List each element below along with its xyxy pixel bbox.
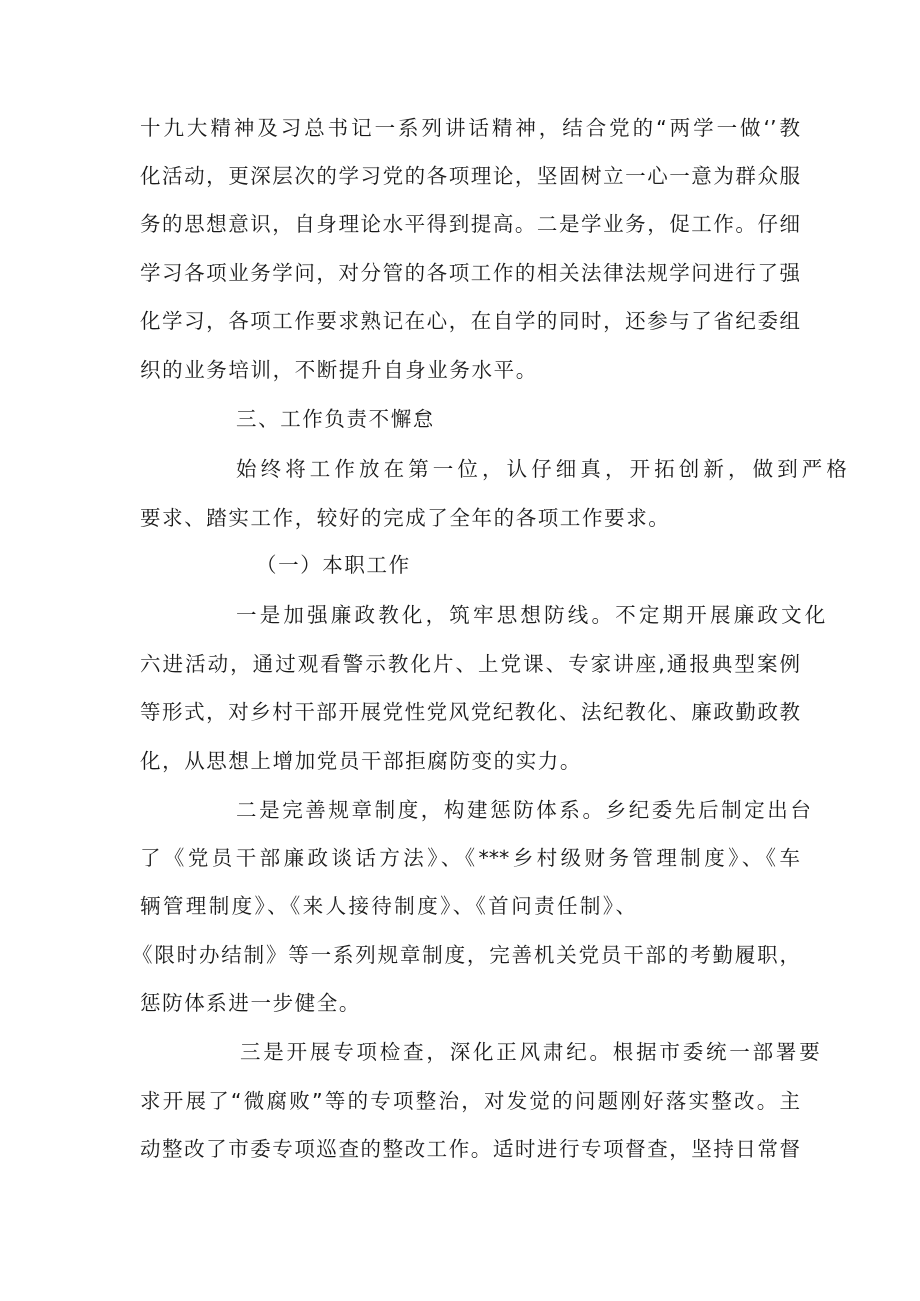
- body-line: 一是加强廉政教化，筑牢思想防线。不定期开展廉政文化: [236, 603, 829, 627]
- body-line: 三是开展专项检查，深化正风肃纪。根据市委统一部署要: [240, 1040, 823, 1064]
- body-line: 辆管理制度》、《来人接待制度》、《首问责任制》、: [140, 894, 639, 918]
- body-line: 学习各项业务学问，对分管的各项工作的相关法律法规学问进行了强: [140, 261, 800, 285]
- body-line: 务的思想意识，自身理论水平得到提高。二是学业务，促工作。仔细: [140, 212, 800, 236]
- body-line: 要求、踏实工作，较好的完成了全年的各项工作要求。: [140, 506, 671, 530]
- body-line: 六进活动，通过观看警示教化片、上党课、专家讲座,通报典型案例: [140, 652, 800, 676]
- body-line: 等形式，对乡村干部开展党性党风党纪教化、法纪教化、廉政勤政教: [140, 700, 800, 724]
- body-line: 织的业务培训，不断提升自身业务水平。: [140, 358, 538, 382]
- body-line: 化学习，各项工作要求熟记在心，在自学的同时，还参与了省纪委组: [140, 309, 800, 333]
- body-line: 动整改了市委专项巡查的整改工作。适时进行专项督查，坚持日常督: [140, 1137, 800, 1161]
- body-line: 二是完善规章制度，构建惩防体系。乡纪委先后制定出台: [236, 798, 814, 822]
- body-line: 化活动，更深层次的学习党的各项理论，坚固树立一心一意为群众服: [140, 164, 800, 188]
- body-line: 了《党员干部廉政谈话方法》、《***乡村级财务管理制度》、《车: [140, 846, 800, 870]
- body-line: 化，从思想上增加党员干部拒腐防变的实力。: [140, 749, 582, 773]
- subsection-heading: （一）本职工作: [256, 553, 411, 577]
- body-line: 惩防体系进一步健全。: [140, 991, 361, 1015]
- body-line: 始终将工作放在第一位，认仔细真，开拓创新，做到严格: [236, 457, 851, 481]
- body-line: 十九大精神及习总书记一系列讲话精神，结合党的“两学一做‘’教: [140, 116, 800, 140]
- body-line: 求开展了“微腐败”等的专项整治，对发觉的问题刚好落实整改。主: [140, 1089, 800, 1113]
- section-heading: 三、工作负责不懈怠: [236, 407, 435, 431]
- body-line: 《限时办结制》等一系列规章制度，完善机关党员干部的考勤履职，: [132, 943, 800, 967]
